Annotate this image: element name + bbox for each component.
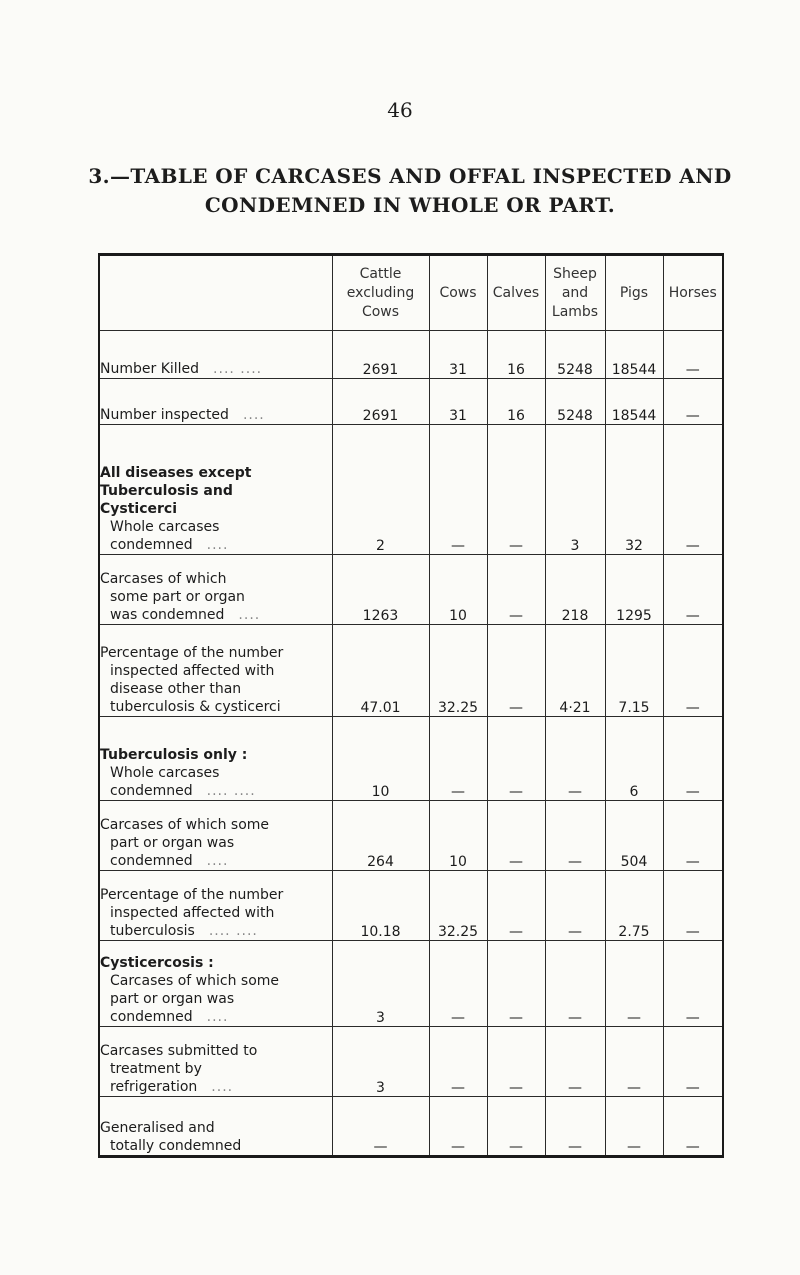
value-cell: 47.01	[332, 625, 429, 717]
row-heading: Cysticercosis :	[100, 955, 214, 971]
value-cell: 3	[332, 1027, 429, 1097]
value-cell: —	[545, 1097, 605, 1157]
title-line-2: CONDEMNED IN WHOLE OR PART.	[204, 193, 616, 217]
value-cell: —	[545, 1027, 605, 1097]
row-label-line: condemned	[110, 853, 193, 869]
row-label	[99, 717, 332, 801]
value-cell: —	[663, 871, 723, 941]
value-cell: 18544	[605, 331, 663, 379]
row-label-line: condemned	[110, 783, 193, 799]
row-label	[99, 331, 332, 379]
row-label	[99, 941, 332, 1027]
row-label	[99, 801, 332, 871]
value-cell: 6	[605, 717, 663, 801]
row-label	[99, 425, 332, 555]
row-label	[99, 555, 332, 625]
header-cattle-line: Cows	[361, 303, 400, 320]
value-cell: 18544	[605, 379, 663, 425]
value-cell: —	[663, 555, 723, 625]
row-label-line-wrap	[100, 1078, 332, 1096]
value-cell: —	[487, 871, 545, 941]
row-label-line: treatment by	[110, 1061, 202, 1077]
value-cell: 16	[487, 331, 545, 379]
value-cell: —	[663, 1027, 723, 1097]
leader-dots: ....	[206, 537, 229, 553]
value-cell: —	[545, 871, 605, 941]
value-cell: —	[545, 801, 605, 871]
header-sheep	[545, 255, 605, 331]
value-cell: 32	[605, 425, 663, 555]
value-cell: 3	[545, 425, 605, 555]
row-label-line: part or organ was	[110, 835, 235, 851]
value-cell: —	[429, 717, 487, 801]
value-cell: 4·21	[545, 625, 605, 717]
row-label-line: part or organ was	[110, 991, 235, 1007]
value-cell: 10.18	[332, 871, 429, 941]
value-cell: —	[663, 379, 723, 425]
page-number: 46	[387, 98, 413, 122]
header-calves: Calves	[487, 255, 545, 331]
table-row	[99, 1027, 723, 1097]
value-cell: 5248	[545, 379, 605, 425]
title-line-1: 3.—TABLE OF CARCASES AND OFFAL INSPECTED AND	[88, 164, 732, 188]
value-cell: —	[487, 425, 545, 555]
row-label-line: inspected affected with	[110, 905, 275, 921]
value-cell: —	[429, 1097, 487, 1157]
header-cattle	[332, 255, 429, 331]
header-sheep-line: and	[561, 284, 589, 301]
table-row	[99, 801, 723, 871]
row-label-line-wrap	[100, 406, 332, 424]
value-cell: 264	[332, 801, 429, 871]
table-row	[99, 625, 723, 717]
header-blank	[99, 255, 332, 331]
leader-dots: ....	[238, 607, 261, 623]
row-label-line: Generalised and	[100, 1120, 215, 1136]
value-cell: 31	[429, 379, 487, 425]
value-cell: —	[487, 1027, 545, 1097]
leader-dots: ....	[206, 853, 229, 869]
page-title	[60, 162, 760, 220]
row-label-line: Number Killed	[100, 361, 200, 377]
header-cattle-line: Cattle	[359, 265, 402, 282]
value-cell: —	[487, 941, 545, 1027]
table-row	[99, 871, 723, 941]
value-cell: —	[545, 717, 605, 801]
row-label-line-wrap	[100, 922, 332, 940]
row-label-line-wrap	[100, 1008, 332, 1026]
value-cell: 10	[429, 555, 487, 625]
row-label-line: disease other than	[110, 681, 242, 697]
leader-dots: ....	[211, 1079, 234, 1095]
value-cell: —	[487, 555, 545, 625]
value-cell: —	[663, 801, 723, 871]
row-label-line: Carcases submitted to	[100, 1043, 258, 1059]
value-cell: —	[605, 941, 663, 1027]
value-cell: —	[429, 941, 487, 1027]
leader-dots: ....	[206, 1009, 229, 1025]
row-label-line: Carcases of which	[100, 571, 227, 587]
value-cell: 32.25	[429, 871, 487, 941]
row-label-line: Percentage of the number	[100, 887, 284, 903]
row-label-line: condemned	[110, 537, 193, 553]
row-label-line: Number inspected	[100, 407, 229, 423]
value-cell: —	[429, 1027, 487, 1097]
header-horses: Horses	[663, 255, 723, 331]
value-cell: —	[332, 1097, 429, 1157]
value-cell: —	[663, 425, 723, 555]
table-row	[99, 555, 723, 625]
value-cell: 5248	[545, 331, 605, 379]
carcases-table	[98, 253, 724, 1158]
value-cell: 2	[332, 425, 429, 555]
row-label-line: Carcases of which some	[100, 817, 270, 833]
row-label-line: inspected affected with	[110, 663, 275, 679]
leader-dots: .... ....	[213, 361, 263, 377]
header-row	[99, 255, 723, 331]
value-cell: 7.15	[605, 625, 663, 717]
row-label-line: tuberculosis	[110, 923, 195, 939]
value-cell: —	[429, 425, 487, 555]
value-cell: —	[605, 1097, 663, 1157]
row-heading: Cysticerci	[100, 501, 178, 517]
value-cell: —	[663, 717, 723, 801]
row-label-line: condemned	[110, 1009, 193, 1025]
row-label	[99, 1097, 332, 1157]
table-row	[99, 379, 723, 425]
value-cell: —	[663, 941, 723, 1027]
value-cell: —	[663, 625, 723, 717]
value-cell: 16	[487, 379, 545, 425]
table-row	[99, 717, 723, 801]
table-row	[99, 941, 723, 1027]
row-label-line: tuberculosis & cysticerci	[110, 699, 281, 715]
table-body	[99, 331, 723, 1157]
row-label-line: Whole carcases	[110, 519, 220, 535]
value-cell: —	[605, 1027, 663, 1097]
row-label-line-wrap	[100, 360, 332, 378]
row-label-line-wrap	[100, 782, 332, 800]
row-label	[99, 1027, 332, 1097]
value-cell: 31	[429, 331, 487, 379]
row-label-line-wrap	[100, 852, 332, 870]
value-cell: 3	[332, 941, 429, 1027]
value-cell: —	[487, 801, 545, 871]
row-label-line-wrap	[100, 606, 332, 624]
header-cows: Cows	[429, 255, 487, 331]
row-label-line: Percentage of the number	[100, 645, 284, 661]
value-cell: 1263	[332, 555, 429, 625]
value-cell: 32.25	[429, 625, 487, 717]
value-cell: —	[545, 941, 605, 1027]
header-pigs: Pigs	[605, 255, 663, 331]
header-sheep-line: Lambs	[551, 303, 599, 320]
leader-dots: .... ....	[208, 923, 258, 939]
row-label	[99, 379, 332, 425]
value-cell: —	[663, 1097, 723, 1157]
value-cell: —	[487, 717, 545, 801]
row-label-line: Whole carcases	[110, 765, 220, 781]
header-sheep-line: Sheep	[553, 265, 597, 282]
row-heading: All diseases except	[100, 465, 252, 481]
row-label-line: Carcases of which some	[110, 973, 280, 989]
value-cell: 10	[429, 801, 487, 871]
row-heading: Tuberculosis and	[100, 483, 233, 499]
value-cell: 218	[545, 555, 605, 625]
table-row	[99, 1097, 723, 1157]
value-cell: 504	[605, 801, 663, 871]
table-row	[99, 331, 723, 379]
value-cell: 2.75	[605, 871, 663, 941]
value-cell: 10	[332, 717, 429, 801]
value-cell: 2691	[332, 379, 429, 425]
header-cattle-line: excluding	[346, 284, 415, 301]
row-label	[99, 871, 332, 941]
value-cell: 1295	[605, 555, 663, 625]
value-cell: —	[487, 1097, 545, 1157]
row-heading: Tuberculosis only :	[100, 747, 248, 763]
row-label-line: was condemned	[110, 607, 225, 623]
value-cell: —	[663, 331, 723, 379]
row-label-line-wrap	[100, 536, 332, 554]
leader-dots: ....	[242, 407, 265, 423]
row-label-line: refrigeration	[110, 1079, 198, 1095]
table-row	[99, 425, 723, 555]
value-cell: 2691	[332, 331, 429, 379]
leader-dots: .... ....	[206, 783, 256, 799]
value-cell: —	[487, 625, 545, 717]
row-label	[99, 625, 332, 717]
row-label-line: totally condemned	[110, 1138, 242, 1154]
row-label-line: some part or organ	[110, 589, 245, 605]
